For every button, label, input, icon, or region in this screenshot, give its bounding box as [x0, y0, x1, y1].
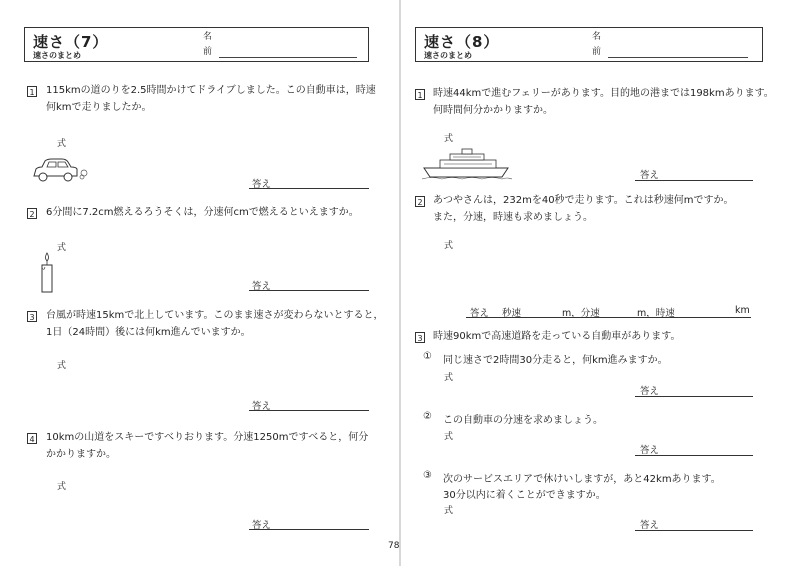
right-q2-number: 2: [415, 196, 425, 207]
right-q2-answer-field[interactable]: [466, 317, 751, 318]
left-q3-text-1: 台風が時速15kmで北上しています。このまま速さが変わらないとすると，: [46, 310, 384, 321]
right-q3-sub2-text: この自動車の分速を求めましょう。: [443, 415, 603, 426]
left-name-label-2: 前: [203, 47, 213, 57]
right-q1-shiki: 式: [444, 134, 454, 144]
right-q3-sub1-mark: ①: [423, 351, 432, 362]
left-q1-number: 1: [27, 86, 37, 97]
right-q3-number: 3: [415, 332, 425, 343]
right-q3-sub2-shiki: 式: [444, 432, 454, 442]
page-number: 78: [388, 541, 400, 551]
car-icon: [30, 158, 90, 186]
right-q2-answer-label: 答え: [470, 308, 490, 319]
right-q3-sub1-answer-field[interactable]: [635, 396, 753, 397]
ferry-icon: [422, 148, 512, 180]
left-header: [24, 27, 369, 62]
left-subtitle: 速さのまとめ: [33, 51, 81, 60]
right-q1-answer-field[interactable]: [635, 180, 753, 181]
left-q2-text-1: 6分間に7.2cm燃えるろうそくは，分速何cmで燃えるといえますか。: [46, 207, 359, 218]
right-q3-sub3-answer-label: 答え: [640, 520, 660, 531]
right-title: 速さ（8）: [424, 33, 500, 51]
left-q4-text-1: 10kmの山道をスキーですべりおります。分速1250mですべると，何分: [46, 432, 369, 443]
right-q2-unit-minutes: m，分速: [562, 308, 600, 319]
left-q2-answer-label: 答え: [252, 281, 272, 292]
right-q2-text-1: あつやさんは，232mを40秒で走ります。これは秒速何mですか。: [433, 195, 734, 206]
right-q3-sub2-answer-label: 答え: [640, 445, 660, 456]
left-q3-number: 3: [27, 311, 37, 322]
right-q3-sub1-answer-label: 答え: [640, 386, 660, 397]
left-q1-shiki: 式: [57, 139, 67, 149]
right-page: [400, 0, 800, 566]
left-q3-shiki: 式: [57, 361, 67, 371]
left-q1-answer-field[interactable]: [249, 188, 369, 189]
right-q1-text-2: 何時間何分かかりますか。: [433, 105, 553, 116]
left-q1-text-1: 115kmの道のりを2.5時間かけてドライブしました。この自動車は，時速: [46, 85, 376, 96]
right-q3-text-1: 時速90kmで高速道路を走っている自動車があります。: [433, 331, 681, 342]
left-q4-text-2: かかりますか。: [46, 449, 116, 460]
right-q2-shiki: 式: [444, 241, 454, 251]
right-q3-sub2-answer-field[interactable]: [635, 455, 753, 456]
left-q4-shiki: 式: [57, 482, 67, 492]
left-q1-text-2: 何kmで走りましたか。: [46, 102, 152, 113]
right-q1-number: 1: [415, 89, 425, 100]
right-q1-text-1: 時速44kmで進むフェリーがあります。目的地の港までは198kmあります。: [433, 88, 774, 99]
right-q3-sub3-answer-field[interactable]: [635, 530, 753, 531]
left-name-label-1: 名: [203, 32, 213, 42]
right-q3-sub2-mark: ②: [423, 411, 432, 422]
left-q2-answer-field[interactable]: [249, 290, 369, 291]
left-q2-shiki: 式: [57, 243, 67, 253]
right-q3-sub1-text: 同じ速さで2時間30分走ると，何km進みますか。: [443, 355, 668, 366]
right-header: [415, 27, 763, 62]
left-q4-answer-label: 答え: [252, 520, 272, 531]
left-q2-number: 2: [27, 208, 37, 219]
left-q3-answer-field[interactable]: [249, 410, 369, 411]
right-q3-sub1-shiki: 式: [444, 373, 454, 383]
left-title: 速さ（7）: [33, 33, 109, 51]
right-name-label-1: 名: [592, 32, 602, 42]
right-q3-sub3-mark: ③: [423, 470, 432, 481]
right-q2-unit-hours: m，時速: [637, 308, 675, 319]
right-q3-sub3-text-2: 30分以内に着くことができますか。: [443, 490, 606, 501]
left-q3-answer-label: 答え: [252, 401, 272, 412]
left-q4-number: 4: [27, 433, 37, 444]
left-q3-text-2: 1日（24時間）後には何km進んでいますか。: [46, 327, 251, 338]
right-q2-unit-seconds: 秒速: [502, 308, 522, 319]
right-q3-sub3-shiki: 式: [444, 506, 454, 516]
right-name-label-2: 前: [592, 47, 602, 57]
right-subtitle: 速さのまとめ: [424, 51, 472, 60]
right-name-field[interactable]: [608, 57, 748, 58]
right-q3-sub3-text-1: 次のサービスエリアで休けいしますが，あと42kmあります。: [443, 474, 721, 485]
left-q1-answer-label: 答え: [252, 179, 272, 190]
left-q4-answer-field[interactable]: [249, 529, 369, 530]
right-q2-unit-km: km: [735, 305, 750, 316]
right-q2-text-2: また，分速，時速も求めましょう。: [433, 212, 593, 223]
left-name-field[interactable]: [219, 57, 357, 58]
candle-icon: [39, 252, 55, 294]
right-q1-answer-label: 答え: [640, 170, 660, 181]
